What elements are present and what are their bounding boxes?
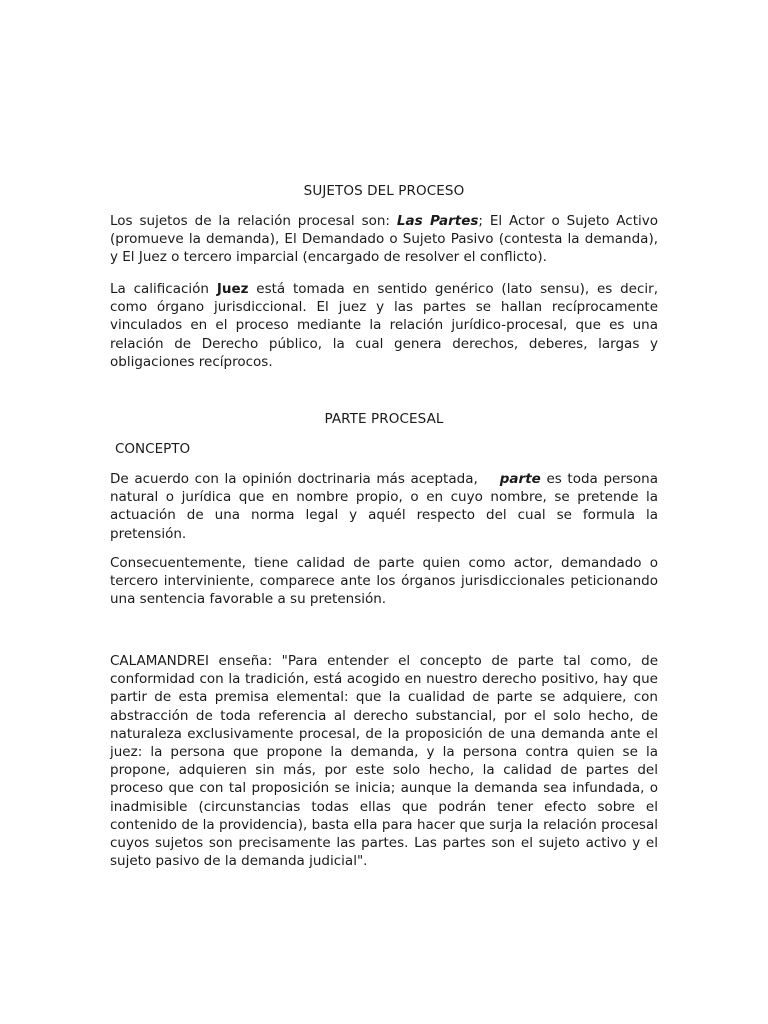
paragraph-text: De acuerdo con la opinión doctrinaria más aceptada, xyxy=(110,471,478,487)
emphasis-juez: Juez xyxy=(216,281,249,297)
paragraph-text: está tomada en sentido genérico (lato sensu), es decir, como órgano jurisdiccional. El juez y las partes se hallan recíprocamente vinculados en el proceso mediante la relación jurídico-procesal, que es una relación de Derecho público, la cual genera derechos, deberes, largas y obligaciones recíprocos. xyxy=(110,281,658,370)
paragraph-consecuentemente: Consecuentemente, tiene calidad de parte quien como actor, demandado o tercero interviniente, comparece ante los órganos jurisdiccionales peticionando una sentencia favorable a su pretensión. xyxy=(110,555,658,608)
paragraph-text: ; El Actor o Sujeto Activo (promueve la demanda), El Demandado o Sujeto Pasivo (contesta la demanda), y El Juez o tercero imparcial (encargado de resolver el conflicto). xyxy=(110,213,658,266)
paragraph-juez xyxy=(110,280,658,371)
section-title-parte-procesal: PARTE PROCESAL xyxy=(324,411,444,427)
section-title-sujetos: SUJETOS DEL PROCESO xyxy=(303,183,465,199)
emphasis-parte: parte xyxy=(499,471,541,487)
paragraph-text: es toda persona natural o jurídica que en nombre propio, o en cuyo nombre, se pretende la actuación de una norma legal y aquél respecto del cual se formula la pretensión. xyxy=(110,471,658,542)
paragraph-definicion-parte xyxy=(110,470,658,543)
subtitle-concepto: CONCEPTO xyxy=(115,441,191,457)
emphasis-las-partes: Las Partes xyxy=(396,213,479,229)
paragraph-calamandrei: CALAMANDREI enseña: "Para entender el concepto de parte tal como, de conformidad con la tradición, está acogido en nuestro derecho positivo, hay que partir de esta premisa elemental: que la cualidad de parte se adquiere, con abstracción de toda referencia al derecho substancial, por el solo hecho, de naturaleza exclusivamente procesal, de la proposición de una demanda ante el juez: la persona que propone la demanda, y la persona contra quien se la propone, adquieren sin más, por este solo hecho, la calidad de partes del proceso que con tal proposición se inicia; aunque la demanda sea infundada, o inadmisible (circunstancias todas ellas que podrán tener efecto sobre el contenido de la providencia), basta ella para hacer que surja la relación procesal cuyos sujetos son precisamente las partes. Las partes son el sujeto activo y el sujeto pasivo de la demanda judicial". xyxy=(110,653,658,870)
paragraph-text: La calificación xyxy=(110,281,217,297)
paragraph-text: Los sujetos de la relación procesal son: xyxy=(110,213,397,229)
paragraph-sujetos-intro xyxy=(110,212,658,267)
